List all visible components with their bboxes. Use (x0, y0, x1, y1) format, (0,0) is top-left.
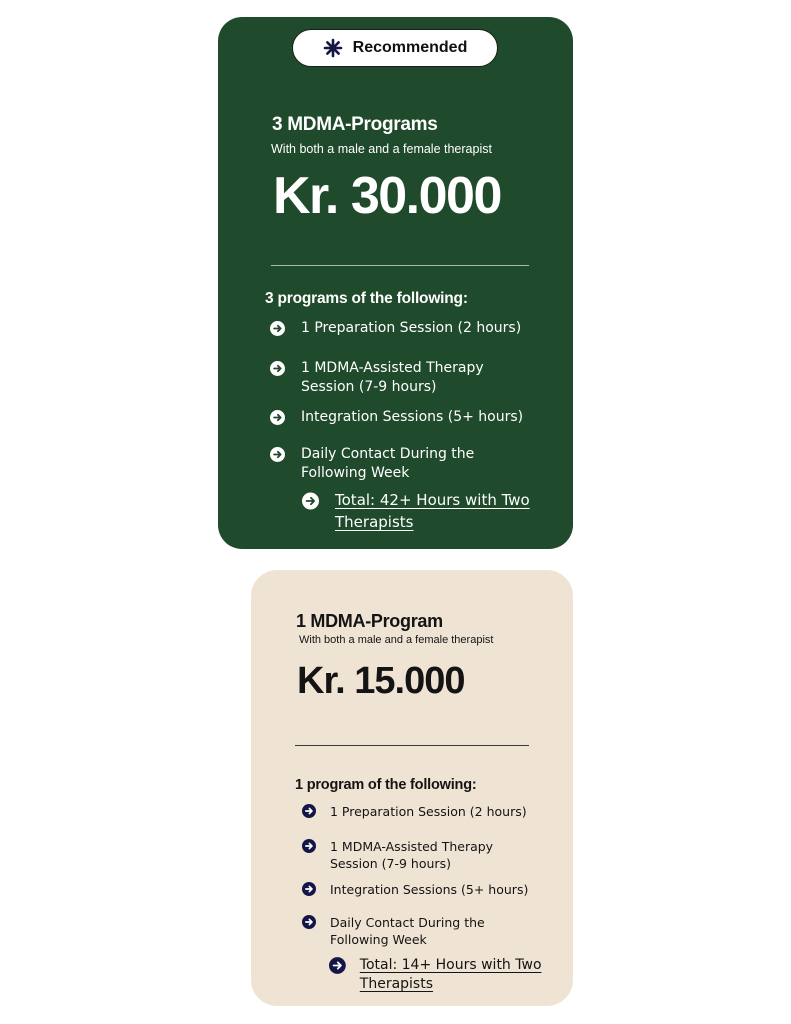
arrow-right-circle-icon (302, 804, 316, 818)
divider (295, 745, 529, 746)
feature-item (302, 803, 564, 820)
arrow-right-circle-icon (302, 839, 316, 853)
plan-price: Kr. 15.000 (297, 660, 465, 702)
recommended-badge-label: Recommended (352, 39, 468, 56)
arrow-right-circle-icon (270, 410, 285, 425)
feature-label: Integration Sessions (5+ hours) (301, 409, 524, 425)
feature-label: 1 Preparation Session (2 hours) (330, 804, 527, 819)
plan-subtitle: With both a male and a female therapist (271, 142, 492, 156)
arrow-right-circle-icon (302, 882, 316, 896)
arrow-right-circle-icon (270, 447, 285, 462)
feature-item (270, 359, 510, 397)
plan-price: Kr. 30.000 (273, 167, 501, 225)
arrow-right-circle-icon (270, 321, 285, 336)
feature-item (302, 914, 522, 948)
total-hours-link[interactable] (329, 956, 549, 994)
total-hours-text[interactable]: Total: 14+ Hours with Two Therapists (359, 957, 542, 992)
pricing-card-standard (251, 570, 573, 1006)
feature-item (302, 881, 564, 898)
arrow-right-circle-icon (270, 361, 285, 376)
feature-label: Integration Sessions (5+ hours) (330, 882, 529, 897)
plan-subtitle: With both a male and a female therapist (299, 634, 494, 646)
features-heading: 3 programs of the following: (265, 290, 468, 307)
recommended-badge (292, 29, 498, 67)
asterisk-icon (323, 38, 343, 58)
feature-label: 1 Preparation Session (2 hours) (301, 320, 522, 336)
features-heading: 1 program of the following: (295, 777, 477, 793)
feature-item (270, 445, 510, 483)
feature-label: Daily Contact During the Following Week (301, 446, 475, 481)
arrow-right-circle-icon (302, 489, 319, 513)
total-hours-text[interactable]: Total: 42+ Hours with Two Therapists (335, 491, 530, 531)
total-hours-link[interactable] (302, 489, 532, 533)
divider (271, 265, 529, 266)
feature-item (270, 319, 550, 338)
feature-label: 1 MDMA-Assisted Therapy Session (7-9 hours) (330, 839, 494, 871)
arrow-right-circle-icon (329, 954, 346, 977)
plan-title: 3 MDMA-Programs (272, 114, 438, 135)
feature-item (302, 838, 522, 872)
feature-item (270, 408, 550, 427)
feature-label: Daily Contact During the Following Week (330, 915, 485, 947)
pricing-card-recommended (218, 17, 573, 549)
feature-label: 1 MDMA-Assisted Therapy Session (7-9 hours) (301, 360, 484, 395)
arrow-right-circle-icon (302, 915, 316, 929)
plan-title: 1 MDMA-Program (296, 611, 443, 631)
